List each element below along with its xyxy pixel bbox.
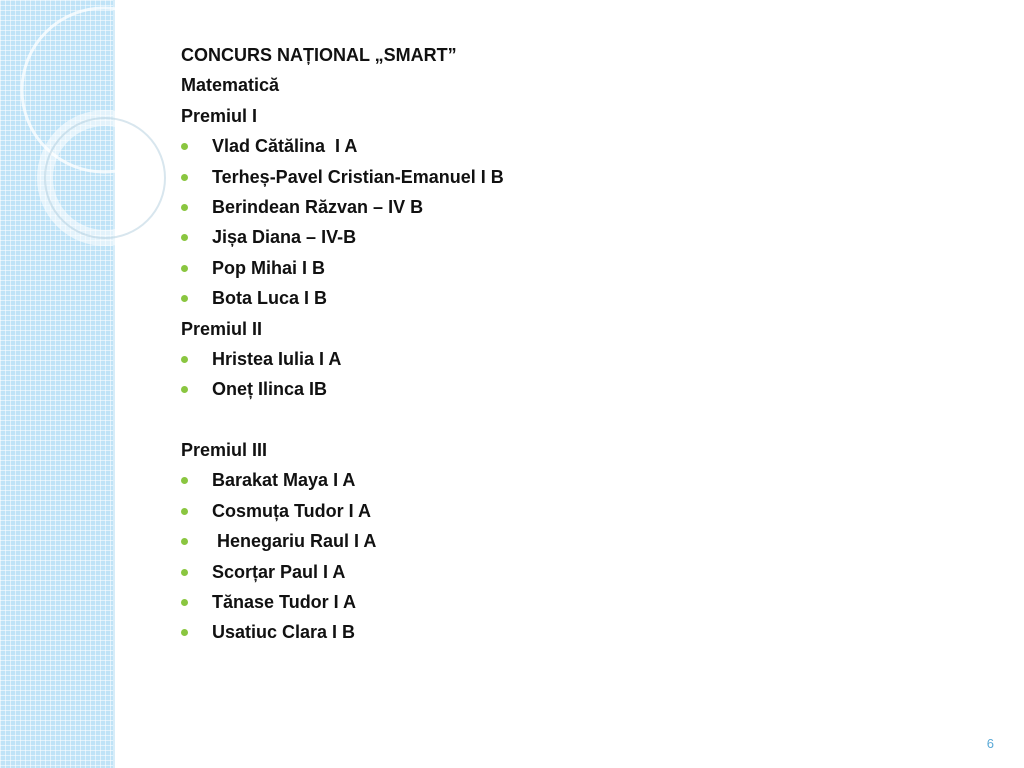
winner-name: Oneț Ilinca IB xyxy=(212,379,328,400)
list-item xyxy=(181,496,941,526)
bullet-icon xyxy=(181,599,188,606)
bullet-icon xyxy=(181,234,188,241)
winner-name: Terheș-Pavel Cristian-Emanuel I B xyxy=(212,166,504,187)
prize-heading: Premiul I xyxy=(181,105,258,126)
page-number: 6 xyxy=(986,736,994,751)
list-item xyxy=(181,222,941,252)
winner-name: Scorțar Paul I A xyxy=(212,561,346,582)
bullet-icon xyxy=(181,356,188,363)
subject-heading: Matematică xyxy=(181,75,280,96)
winner-name: Pop Mihai I B xyxy=(212,257,326,278)
prize-section-3 xyxy=(181,435,941,648)
winner-name: Tănase Tudor I A xyxy=(212,592,357,613)
winner-name: Vlad Cătălina I A xyxy=(212,136,358,157)
winner-name: Cosmuța Tudor I A xyxy=(212,500,371,521)
bullet-icon xyxy=(181,508,188,515)
winner-name: Hristea Iulia I A xyxy=(212,348,342,369)
list-item xyxy=(181,131,941,161)
slide-content xyxy=(181,40,941,648)
bullet-icon xyxy=(181,386,188,393)
bullet-icon xyxy=(181,143,188,150)
blank-line xyxy=(181,405,941,435)
list-item xyxy=(181,162,941,192)
list-item xyxy=(181,283,941,313)
bullet-icon xyxy=(181,295,188,302)
list-item xyxy=(181,557,941,587)
winner-name: Usatiuc Clara I B xyxy=(212,622,356,643)
bullet-icon xyxy=(181,204,188,211)
list-item xyxy=(181,617,941,647)
bullet-icon xyxy=(181,538,188,545)
bullet-icon xyxy=(181,174,188,181)
list-item xyxy=(181,587,941,617)
prize-section-1 xyxy=(181,101,941,314)
bullet-icon xyxy=(181,629,188,636)
list-item xyxy=(181,526,941,556)
decorative-side-band xyxy=(0,0,113,768)
winner-name: Bota Luca I B xyxy=(212,288,328,309)
bullet-icon xyxy=(181,569,188,576)
list-item xyxy=(181,374,941,404)
prize-heading: Premiul II xyxy=(181,318,263,339)
bullet-icon xyxy=(181,265,188,272)
list-item xyxy=(181,465,941,495)
list-item xyxy=(181,192,941,222)
list-item xyxy=(181,344,941,374)
list-item xyxy=(181,253,941,283)
winner-name: Barakat Maya I A xyxy=(212,470,356,491)
winner-name: Berindean Răzvan – IV B xyxy=(212,196,424,217)
side-band-edge xyxy=(113,0,115,768)
prize-section-2 xyxy=(181,314,941,405)
winner-name: Henegariu Raul I A xyxy=(212,531,377,552)
slide-title: CONCURS NAȚIONAL „SMART” xyxy=(181,45,457,65)
winner-name: Jișa Diana – IV-B xyxy=(212,227,357,248)
prize-heading: Premiul III xyxy=(181,440,268,461)
bullet-icon xyxy=(181,477,188,484)
